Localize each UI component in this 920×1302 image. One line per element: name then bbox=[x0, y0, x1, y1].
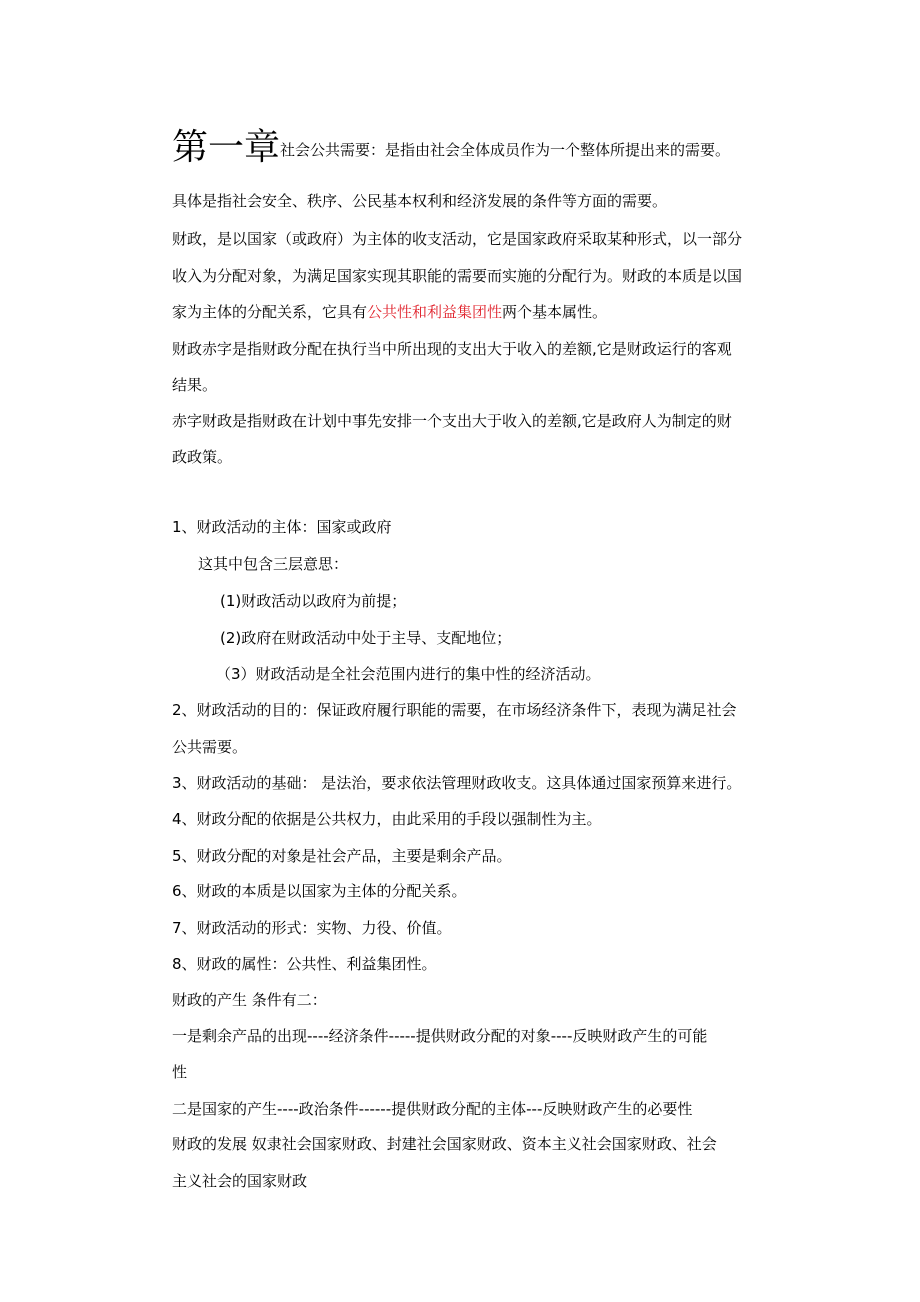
deficit-finance-line2: 政政策。 bbox=[172, 448, 233, 466]
list-item-1-sub-1: (1)财政活动以政府为前提； bbox=[220, 592, 407, 610]
finance-development-line1: 财政的发展 奴隶社会国家财政、封建社会国家财政、资本主义社会国家财政、社会 bbox=[172, 1135, 717, 1153]
chapter-heading-line bbox=[172, 128, 730, 168]
finance-definition-line2: 收入为分配对象，为满足国家实现其职能的需要而实施的分配行为。财政的本质是以国 bbox=[172, 267, 743, 285]
list-item-4: 4、财政分配的依据是公共权力，由此采用的手段以强制性为主。 bbox=[172, 810, 602, 828]
list-item-3: 3、财政活动的基础： 是法治，要求依法管理财政收支。这具体通过国家预算来进行。 bbox=[172, 774, 742, 792]
finance-origin-condition-1-line1: 一是剩余产品的出现----经济条件-----提供财政分配的对象----反映财政产生的可能 bbox=[172, 1027, 708, 1045]
finance-definition-tail: 两个基本属性。 bbox=[502, 303, 608, 321]
finance-origin-condition-2: 二是国家的产生----政治条件------提供财政分配的主体---反映财政产生的必要性 bbox=[172, 1100, 693, 1118]
finance-origin-title: 财政的产生 条件有二： bbox=[172, 991, 327, 1009]
definition-social-public-need-detail: 具体是指社会安全、秩序、公民基本权利和经济发展的条件等方面的需要。 bbox=[172, 192, 668, 210]
list-item-7: 7、财政活动的形式：实物、力役、价值。 bbox=[172, 919, 452, 937]
deficit-finance-line1: 赤字财政是指财政在计划中事先安排一个支出大于收入的差额,它是政府人为制定的财 bbox=[172, 412, 732, 430]
finance-attributes-highlight: 公共性和利益集团性 bbox=[367, 303, 503, 321]
finance-definition-line3 bbox=[172, 301, 607, 323]
list-item-1-intro: 这其中包含三层意思： bbox=[198, 555, 349, 573]
list-item-6: 6、财政的本质是以国家为主体的分配关系。 bbox=[172, 882, 467, 900]
list-item-8: 8、财政的属性：公共性、利益集团性。 bbox=[172, 955, 437, 973]
finance-definition-line1: 财政，是以国家（或政府）为主体的收支活动，它是国家政府采取某种形式，以一部分 bbox=[172, 230, 743, 248]
definition-social-public-need: 社会公共需要：是指由社会全体成员作为一个整体所提出来的需要。 bbox=[280, 141, 731, 159]
list-item-2-line2: 公共需要。 bbox=[172, 738, 248, 756]
list-item-1-sub-3: （3）财政活动是全社会范围内进行的集中性的经济活动。 bbox=[216, 665, 601, 683]
fiscal-deficit-line1: 财政赤字是指财政分配在执行当中所出现的支出大于收入的差额,它是财政运行的客观 bbox=[172, 340, 732, 358]
chapter-title: 第一章 bbox=[172, 127, 281, 168]
list-item-1: 1、财政活动的主体：国家或政府 bbox=[172, 518, 392, 536]
finance-origin-condition-1-line2: 性 bbox=[172, 1063, 188, 1081]
list-item-2-line1: 2、财政活动的目的：保证政府履行职能的需要，在市场经济条件下，表现为满足社会 bbox=[172, 701, 737, 719]
fiscal-deficit-line2: 结果。 bbox=[172, 376, 218, 394]
finance-development-line2: 主义社会的国家财政 bbox=[172, 1172, 308, 1190]
list-item-5: 5、财政分配的对象是社会产品，主要是剩余产品。 bbox=[172, 847, 512, 865]
finance-definition-text: 家为主体的分配关系，它具有 bbox=[172, 303, 368, 321]
list-item-1-sub-2: (2)政府在财政活动中处于主导、支配地位； bbox=[220, 629, 512, 647]
